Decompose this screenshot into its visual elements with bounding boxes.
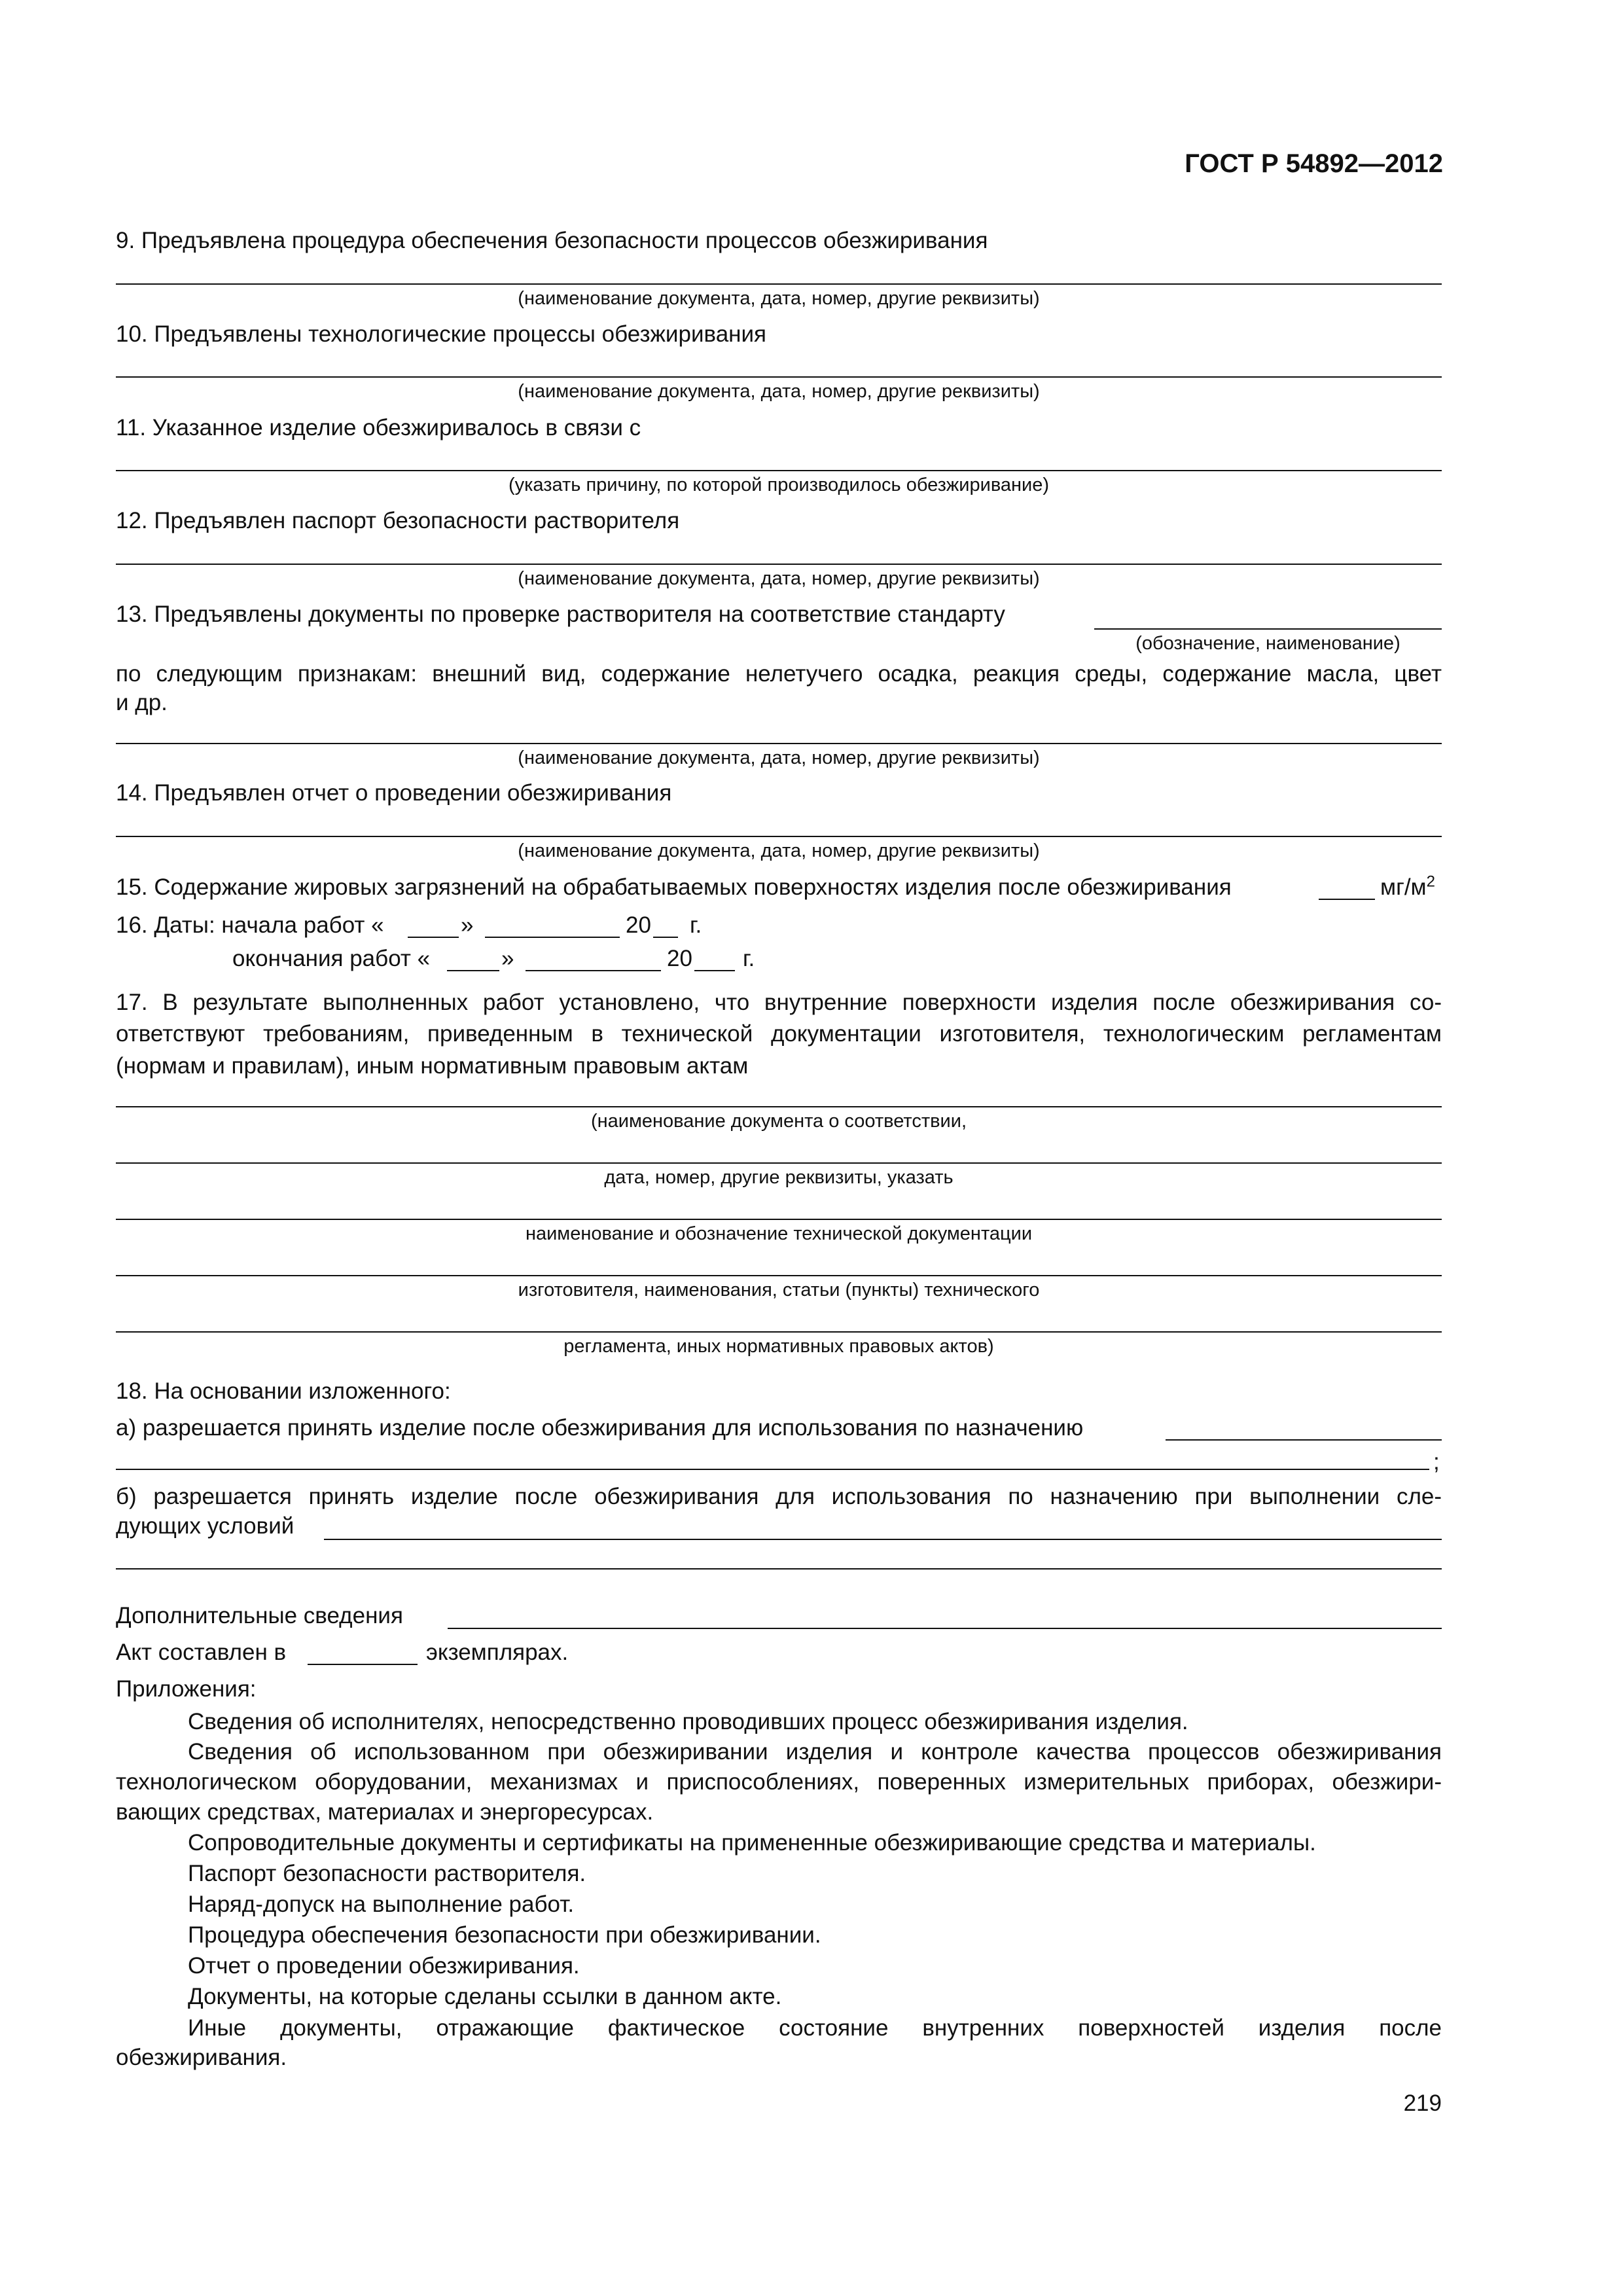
additional-info-label: Дополнительные сведения bbox=[116, 1603, 403, 1628]
appendix-item-7: Отчет о проведении обезжиривания. bbox=[188, 1953, 580, 1979]
end-year-suffix: г. bbox=[743, 946, 755, 971]
appendix-item-2-line-1: Сведения об использованном при обезжиривании изделия и контроле качества процессов обезжиривания bbox=[188, 1739, 1442, 1765]
fill-line-17-2[interactable] bbox=[116, 1162, 1442, 1164]
fill-line-standard[interactable] bbox=[1094, 628, 1442, 630]
item-17-line-3: (нормам и правилам), иным нормативным правовым актам bbox=[116, 1053, 749, 1079]
fill-line-item-12[interactable] bbox=[116, 564, 1442, 565]
end-quote-close: » bbox=[501, 946, 514, 971]
item-16-start-label: 16. Даты: начала работ « bbox=[116, 912, 384, 938]
item-17-line-2: ответствуют требованиям, приведенным в технической документации изготовителя, технологическим регламентам bbox=[116, 1021, 1442, 1047]
appendix-item-3: Сопроводительные документы и сертификаты на примененные обезжиривающие средства и материалы. bbox=[188, 1830, 1316, 1856]
end-year-field[interactable] bbox=[694, 970, 735, 971]
caption-item-14: (наименование документа, дата, номер, другие реквизиты) bbox=[518, 840, 1040, 861]
caption-17-5: регламента, иных нормативных правовых актов) bbox=[563, 1336, 994, 1357]
item-15-text: 15. Содержание жировых загрязнений на обрабатываемых поверхностях изделия после обезжиривания bbox=[116, 874, 1232, 900]
appendix-item-6: Процедура обеспечения безопасности при обезжиривании. bbox=[188, 1922, 821, 1948]
fill-line-item-9[interactable] bbox=[116, 283, 1442, 285]
appendices-title: Приложения: bbox=[116, 1676, 257, 1702]
appendix-item-1: Сведения об исполнителях, непосредственно проводивших процесс обезжиривания изделия. bbox=[188, 1709, 1188, 1734]
start-year-suffix: г. bbox=[690, 912, 702, 938]
appendix-item-5: Наряд-допуск на выполнение работ. bbox=[188, 1892, 575, 1917]
fill-line-17-5[interactable] bbox=[116, 1331, 1442, 1333]
item-11-text: 11. Указанное изделие обезжиривалось в связи с bbox=[116, 415, 641, 440]
document-code-header: ГОСТ Р 54892—2012 bbox=[1185, 149, 1443, 178]
item-18a-text: а) разрешается принять изделие после обезжиривания для использования по назначению bbox=[116, 1415, 1084, 1441]
fill-line-17-4[interactable] bbox=[116, 1275, 1442, 1276]
item-15-unit: $мг/м^2$ bbox=[1380, 872, 1435, 900]
caption-17-4: изготовителя, наименования, статьи (пункты) технического bbox=[518, 1280, 1040, 1300]
caption-item-10: (наименование документа, дата, номер, другие реквизиты) bbox=[518, 381, 1040, 402]
caption-item-9: (наименование документа, дата, номер, другие реквизиты) bbox=[518, 288, 1040, 309]
copies-count-field[interactable] bbox=[308, 1664, 418, 1665]
fill-line-item-10[interactable] bbox=[116, 376, 1442, 378]
item-10-text: 10. Предъявлены технологические процессы обезжиривания bbox=[116, 321, 766, 347]
item-18b-line-2: дующих условий bbox=[116, 1513, 294, 1539]
item-13-criteria-text: по следующим признакам: внешний вид, содержание нелетучего осадка, реакция среды, содержание масла, цвет bbox=[116, 661, 1442, 687]
fill-line-17-3[interactable] bbox=[116, 1219, 1442, 1220]
appendix-item-9-line-1: Иные документы, отражающие фактическое состояние внутренних поверхностей изделия после bbox=[188, 2015, 1442, 2041]
fill-line-17-1[interactable] bbox=[116, 1106, 1442, 1107]
caption-item-13: (наименование документа, дата, номер, другие реквизиты) bbox=[518, 747, 1040, 768]
fill-line-18a-1[interactable] bbox=[1166, 1439, 1442, 1441]
copies-label: Акт составлен в bbox=[116, 1640, 287, 1665]
fill-line-18b-2[interactable] bbox=[116, 1568, 1442, 1570]
additional-info-field[interactable] bbox=[448, 1628, 1442, 1629]
item-18-text: 18. На основании изложенного: bbox=[116, 1378, 451, 1404]
start-year-prefix: 20 bbox=[626, 912, 651, 938]
caption-item-11: (указать причину, по которой производилось обезжиривание) bbox=[508, 475, 1050, 495]
caption-17-1: (наименование документа о соответствии, bbox=[590, 1111, 967, 1132]
start-year-field[interactable] bbox=[653, 937, 678, 938]
appendix-item-2-line-3: вающих средствах, материалах и энергоресурсах. bbox=[116, 1799, 654, 1825]
end-year-prefix: 20 bbox=[667, 946, 692, 971]
caption-17-3: наименование и обозначение технической документации bbox=[525, 1223, 1033, 1244]
fill-line-18b-1[interactable] bbox=[324, 1539, 1442, 1540]
caption-item-12: (наименование документа, дата, номер, другие реквизиты) bbox=[518, 568, 1040, 589]
start-day-field[interactable] bbox=[408, 937, 459, 938]
fill-line-18a-2[interactable] bbox=[116, 1469, 1429, 1470]
item-18a-semicolon: ; bbox=[1433, 1449, 1440, 1475]
fill-line-item-14[interactable] bbox=[116, 836, 1442, 837]
page-number: 219 bbox=[1403, 2090, 1442, 2116]
caption-17-2: дата, номер, другие реквизиты, указать bbox=[604, 1167, 954, 1188]
item-13-text: 13. Предъявлены документы по проверке растворителя на соответствие стандарту bbox=[116, 601, 1005, 627]
item-17-line-1: 17. В результате выполненных работ установлено, что внутренние поверхности изделия после обезжиривания со- bbox=[116, 990, 1442, 1015]
item-18b-line-1: б) разрешается принять изделие после обезжиривания для использования по назначению при выполнении сле- bbox=[116, 1484, 1442, 1509]
item-16-end-label: окончания работ « bbox=[232, 946, 431, 971]
item-12-text: 12. Предъявлен паспорт безопасности растворителя bbox=[116, 508, 680, 533]
fill-line-item-11[interactable] bbox=[116, 470, 1442, 471]
fill-line-contamination[interactable] bbox=[1319, 899, 1375, 900]
appendix-item-2-line-2: технологическом оборудовании, механизмах и приспособлениях, поверенных измерительных приборах, обезжири- bbox=[116, 1769, 1442, 1795]
copies-suffix: экземплярах. bbox=[426, 1640, 569, 1665]
start-month-field[interactable] bbox=[485, 937, 620, 938]
caption-standard: (обозначение, наименование) bbox=[1135, 633, 1400, 654]
start-quote-close: » bbox=[461, 912, 474, 938]
fill-line-item-13[interactable] bbox=[116, 743, 1442, 744]
appendix-item-4: Паспорт безопасности растворителя. bbox=[188, 1861, 586, 1886]
item-13-criteria-end: и др. bbox=[116, 690, 168, 715]
end-day-field[interactable] bbox=[447, 970, 499, 971]
appendix-item-9-line-2: обезжиривания. bbox=[116, 2045, 287, 2070]
item-9-text: 9. Предъявлена процедура обеспечения безопасности процессов обезжиривания bbox=[116, 228, 988, 253]
end-month-field[interactable] bbox=[526, 970, 661, 971]
item-14-text: 14. Предъявлен отчет о проведении обезжиривания bbox=[116, 780, 672, 806]
appendix-item-8: Документы, на которые сделаны ссылки в данном акте. bbox=[188, 1984, 782, 2009]
